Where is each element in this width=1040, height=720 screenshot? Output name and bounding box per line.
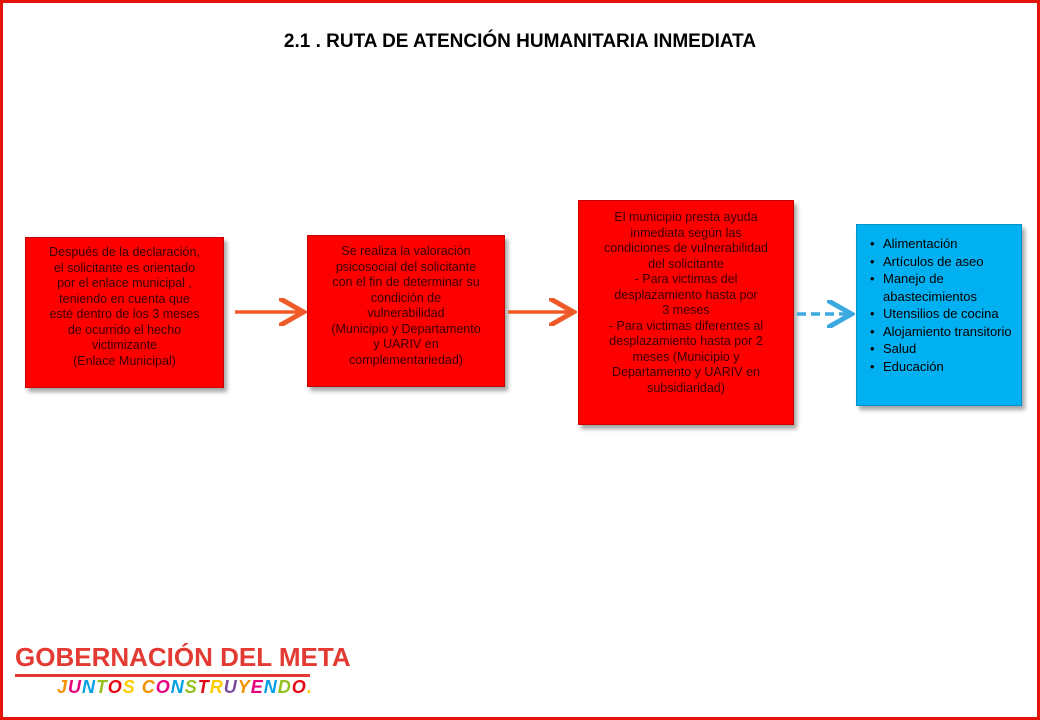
step-3-line: desplazamiento hasta por bbox=[614, 287, 758, 302]
step-1-line: el solicitante es orientado bbox=[53, 260, 196, 275]
step-1-line: por el enlace municipal , bbox=[57, 276, 192, 290]
step-3-line: inmediata según las bbox=[630, 225, 742, 240]
step-2-line: (Municipio y Departamento bbox=[331, 321, 481, 336]
logo-slogan-letter: N bbox=[263, 677, 278, 697]
logo-slogan-letter: Y bbox=[237, 677, 251, 697]
logo-slogan-letter: C bbox=[141, 677, 156, 697]
step-1-line: esté dentro de los 3 meses bbox=[49, 307, 200, 321]
step-2-line: psicosocial del solicitante bbox=[335, 259, 477, 274]
step-1-line: teniendo en cuenta que bbox=[59, 291, 190, 306]
logo-slogan-letter: D bbox=[277, 677, 292, 697]
aid-item: • Alojamiento transitorio bbox=[883, 323, 1017, 341]
logo-slogan-letter: E bbox=[250, 677, 264, 697]
logo-slogan-letter: T bbox=[197, 677, 210, 697]
logo-slogan-letter: J bbox=[57, 677, 69, 697]
logo-slogan-letter: O bbox=[155, 677, 171, 697]
logo-slogan-letter: . bbox=[306, 677, 313, 697]
step-3-line: desplazamiento hasta por 2 bbox=[609, 334, 763, 348]
logo-slogan-letter: O bbox=[291, 677, 307, 697]
step-3-line: El municipio presta ayuda bbox=[614, 210, 758, 224]
logo-slogan-letter: N bbox=[82, 677, 97, 697]
page-title: 2.1 . RUTA DE ATENCIÓN HUMANITARIA INMEDIATA bbox=[283, 31, 757, 52]
step-3-line: meses (Municipio y bbox=[632, 349, 740, 364]
gobernacion-meta-logo bbox=[15, 638, 351, 708]
aid-item: • Educación bbox=[883, 358, 1017, 376]
step-1-line: de ocurrido el hecho bbox=[67, 322, 182, 337]
step-3-line: 3 meses bbox=[662, 303, 710, 317]
step-2-line: Se realiza la valoración bbox=[341, 244, 471, 258]
step-3-line: subsidiaridad) bbox=[647, 380, 725, 395]
step-2-line: condición de bbox=[370, 290, 442, 305]
aid-item: • Artículos de aseo bbox=[883, 253, 1017, 271]
logo-slogan-text bbox=[57, 677, 313, 698]
logo-slogan-letter: U bbox=[68, 677, 83, 697]
aid-item: • Alimentación bbox=[883, 235, 1017, 253]
logo-slogan-letter: S bbox=[184, 677, 198, 697]
logo-slogan-letter: N bbox=[170, 677, 185, 697]
step-3-line: Departamento y UARIV en bbox=[612, 365, 760, 379]
logo-slogan-letter: R bbox=[209, 677, 224, 697]
aid-item: • Salud bbox=[883, 340, 1017, 358]
step-1-line: (Enlace Municipal) bbox=[73, 353, 176, 368]
step-2-line: complementariedad) bbox=[349, 352, 463, 367]
step-2-line: y UARIV en bbox=[373, 337, 439, 351]
logo-slogan-letter: U bbox=[223, 677, 238, 697]
logo-slogan-letter: S bbox=[122, 677, 136, 697]
step-1-line: victimizante bbox=[91, 338, 158, 352]
logo-slogan-letter: T bbox=[96, 677, 108, 697]
aid-item: • Utensilios de cocina bbox=[883, 305, 1017, 323]
step-2-line: vulnerabilidad bbox=[367, 306, 445, 320]
aid-item: • Manejo de abastecimientos bbox=[883, 270, 1017, 305]
logo-slogan-letter: O bbox=[107, 677, 123, 697]
logo-main-text: GOBERNACIÓN DEL META bbox=[15, 642, 351, 672]
step-3-line: - Para victimas del bbox=[634, 272, 738, 286]
step-3-line: del solicitante bbox=[648, 256, 724, 271]
step-2-line: con el fin de determinar su bbox=[332, 275, 480, 289]
step-3-line: condiciones de vulnerabilidad bbox=[603, 241, 768, 255]
step-1-line: Después de la declaración, bbox=[49, 245, 200, 259]
step-3-line: - Para victimas diferentes al bbox=[608, 318, 764, 333]
